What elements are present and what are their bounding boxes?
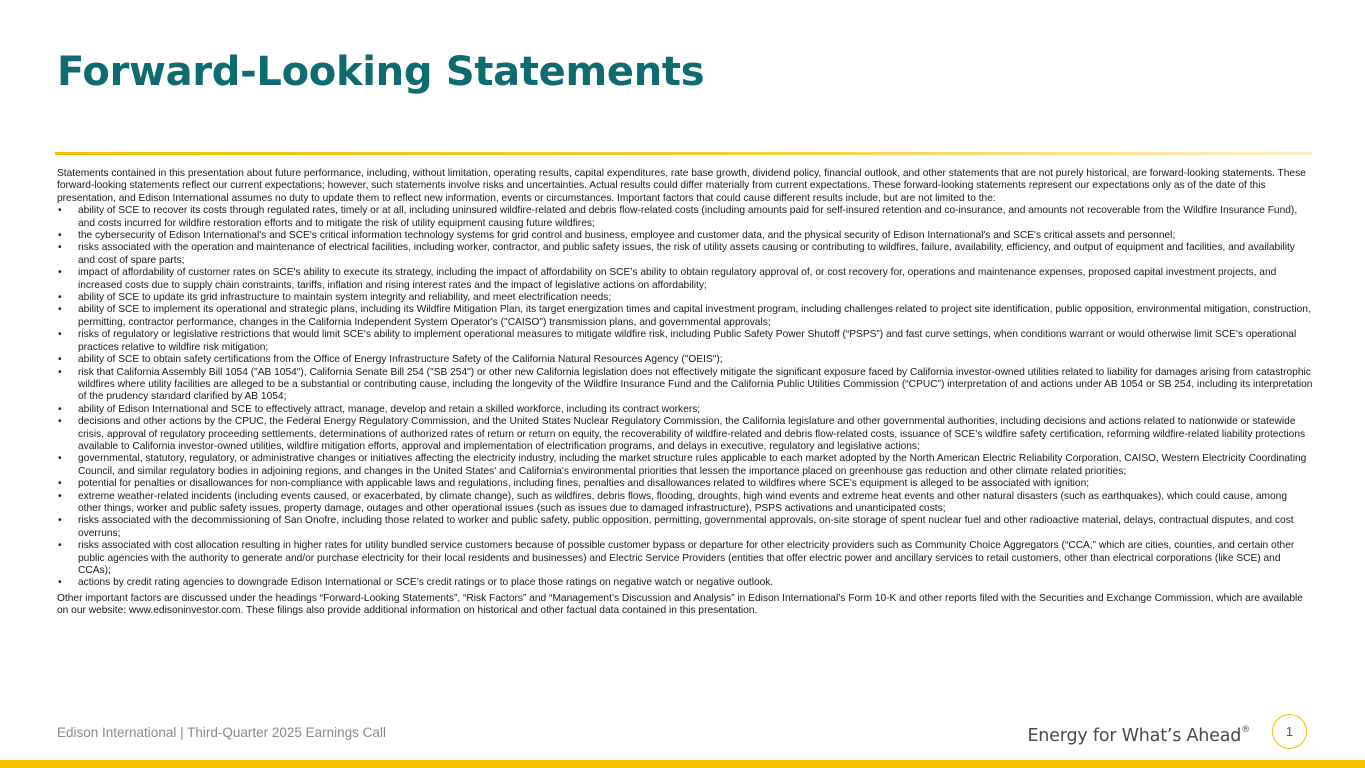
list-item-text: ability of SCE to implement its operational and strategic plans, including its Wildfire Mitigation Plan, its target energization times and capital investment program, including challenges related to project site identification, public opposition, environmental mitigation, construction, permitting, contractor performance, changes in the California Independent System Operator's ("CAISO") transmission plans, and governmental approvals;: [78, 304, 1311, 328]
risk-factor-list: [57, 205, 1313, 590]
list-item: [57, 515, 1313, 540]
list-item: [57, 404, 1313, 416]
list-item: [57, 242, 1313, 267]
list-item-text: ability of SCE to update its grid infrastructure to maintain system integrity and reliability, and meet electrification needs;: [78, 292, 612, 304]
list-item-text: the cybersecurity of Edison International's and SCE's critical information technology systems for grid control and business, employee and customer data, and the physical security of Edison International's and SCE's critical assets and personnel;: [78, 230, 1176, 242]
list-item-text: risks associated with the decommissioning of San Onofre, including those related to worker and public safety, public opposition, permitting, governmental approvals, on-site storage of spent nuclear fuel and other radioactive material, delays, contractual disputes, and cost overruns;: [78, 515, 1294, 539]
bullet-icon: •: [58, 354, 62, 366]
list-item-text: decisions and other actions by the CPUC, the Federal Energy Regulatory Commission, and the United States Nuclear Regulatory Commission, the California legislature and other governmental authorities, including decisions and actions related to nationwide or statewide crisis, approval of regulatory proceeding settlements, determinations of authorized rates of return or return on equity, the recoverability of wildfire-related and debris flow-related costs, issuance of SCE's wildfire safety certification, reforming wildfire-related liability protections available to California investor-owned utilities, wildfire mitigation efforts, approval and implementation of electrification programs, and delays in executive, regulatory and legislative actions;: [78, 416, 1306, 452]
list-item: [57, 478, 1313, 490]
list-item: [57, 292, 1313, 304]
bullet-icon: •: [58, 453, 62, 465]
bottom-accent-bar: [0, 760, 1365, 768]
intro-paragraph: Statements contained in this presentation about future performance, including, without limitation, operating results, capital expenditures, rate base growth, dividend policy, financial outlook, and other statements that are not purely historical, are forward-looking statements. These forward-looking statements reflect our current expectations; however, such statements involve risks and uncertainties. Actual results could differ materially from current expectations. These forward-looking statements represent our expectations only as of the date of this presentation, and Edison International assumes no duty to update them to reflect new information, events or circumstances. Important factors that could cause different results include, but are not limited to the:: [57, 168, 1306, 204]
bullet-icon: •: [58, 540, 62, 552]
list-item-text: ability of SCE to recover its costs through regulated rates, timely or at all, including uninsured wildfire-related and debris flow-related costs (including amounts paid for self-insured retention and co-insurance, and amounts not recoverable from the Wildfire Insurance Fund), and costs incurred for wildfire restoration efforts and to mitigate the risk of utility equipment causing future wildfires;: [78, 205, 1298, 229]
list-item: [57, 416, 1313, 453]
list-item: [57, 267, 1313, 292]
list-item-text: actions by credit rating agencies to downgrade Edison International or SCE’s credit ratings or to place those ratings on negative watch or negative outlook.: [78, 577, 774, 589]
list-item: [57, 205, 1313, 230]
bullet-icon: •: [58, 205, 62, 217]
bullet-icon: •: [58, 242, 62, 254]
list-item-text: risks associated with cost allocation resulting in higher rates for utility bundled service customers because of possible customer bypass or departure for other electricity providers such as Community Choice Aggregators (“CCA,” which are cities, counties, and certain other public agencies with the authority to generate and/or purchase electricity for their local residents and businesses) and Electric Service Providers (entities that offer electric power and ancillary services to retail customers, other than electrical corporations (like SCE) and CCAs);: [78, 540, 1295, 576]
bullet-icon: •: [58, 416, 62, 428]
list-item-text: potential for penalties or disallowances for non-compliance with applicable laws and regulations, including fines, penalties and disallowances related to wildfires where SCE's equipment is alleged to be associated with ignition;: [78, 478, 1090, 490]
list-item: [57, 304, 1313, 329]
page-title: Forward-Looking Statements: [57, 49, 705, 95]
list-item-text: extreme weather-related incidents (including events caused, or exacerbated, by climate change), such as wildfires, debris flows, flooding, droughts, high wind events and extreme heat events and other natural disasters (such as earthquakes), which could cause, among other things, worker and public safety issues, property damage, outages and other operational issues (such as issues due to damaged infrastructure), PSPS activations and unanticipated costs;: [78, 490, 1288, 514]
closing-paragraph: Other important factors are discussed under the headings “Forward-Looking Statements”, “Risk Factors” and “Management’s Discussion and Analysis” in Edison International’s Form 10-K and other reports filed with the Securities and Exchange Commission, which are available on our website: www.edisoninvestor.com. These filings also provide additional information on historical and other factual data contained in this presentation.: [57, 592, 1303, 617]
list-item-text: impact of affordability of customer rates on SCE's ability to execute its strategy, including the impact of affordability on SCE’s ability to obtain regulatory approval of, or cost recovery for, operations and maintenance expenses, proposed capital investment projects, and increased costs due to supply chain constraints, tariffs, inflation and rising interest rates and the impact of legislative actions on affordability;: [78, 267, 1277, 291]
page-number-badge: 1: [1272, 714, 1307, 749]
bullet-icon: •: [58, 515, 62, 527]
list-item-text: ability of Edison International and SCE to effectively attract, manage, develop and retain a skilled workforce, including its contract workers;: [78, 403, 701, 415]
list-item: [57, 354, 1313, 366]
list-item-text: risk that California Assembly Bill 1054 ("AB 1054"), California Senate Bill 254 ("SB 254") or other new California legislation does not effectively mitigate the significant exposure faced by California investor-owned utilities related to liability for damages arising from catastrophic wildfires where utility facilities are alleged to be a substantial or contributing cause, including the longevity of the Wildfire Insurance Fund and the California Public Utilities Commission (“CPUC”) interpretation of and actions under AB 1054 or SB 254, including its interpretation of the prudency standard clarified by AB 1054;: [78, 366, 1313, 403]
list-item-text: governmental, statutory, regulatory, or administrative changes or initiatives affecting the electricity industry, including the market structure rules applicable to each market adopted by the North American Electric Reliability Corporation, CAISO, Western Electricity Coordinating Council, and similar regulatory bodies in adjoining regions, and changes in the United States' and California's environmental priorities that lessen the importance placed on greenhouse gas reduction and other climate related priorities;: [78, 453, 1307, 477]
list-item: [57, 367, 1313, 404]
list-item-text: risks of regulatory or legislative restrictions that would limit SCE's ability to implement operational measures to mitigate wildfire risk, including Public Safety Power Shutoff (“PSPS”) and fast curve settings, when conditions warrant or would otherwise limit SCE's operational practices relative to wildfire risk mitigation;: [78, 329, 1297, 353]
brand-tagline: [1027, 717, 1250, 749]
bullet-icon: •: [58, 366, 62, 378]
title-divider: [55, 152, 1312, 155]
bullet-icon: •: [58, 329, 62, 341]
list-item: [57, 329, 1313, 354]
bullet-icon: •: [58, 304, 62, 316]
list-item-text: risks associated with the operation and maintenance of electrical facilities, including worker, contractor, and public safety issues, the risk of utility assets causing or contributing to wildfires, failure, availability, efficiency, and output of equipment and facilities, and availability and cost of spare parts;: [78, 242, 1295, 266]
list-item: [57, 577, 1313, 589]
list-item: [57, 540, 1313, 577]
registered-mark: ®: [1241, 725, 1250, 735]
bullet-icon: •: [58, 292, 62, 304]
list-item: [57, 230, 1313, 242]
list-item-text: ability of SCE to obtain safety certifications from the Office of Energy Infrastructure Safety of the California Natural Resources Agency ("OEIS");: [78, 354, 723, 366]
bullet-icon: •: [58, 403, 62, 415]
list-item: [57, 491, 1313, 516]
bullet-icon: •: [58, 577, 62, 589]
bullet-icon: •: [58, 267, 62, 279]
tagline-text: Energy for What’s Ahead: [1027, 726, 1242, 746]
bullet-icon: •: [58, 490, 62, 502]
bullet-icon: •: [58, 478, 62, 490]
list-item: [57, 453, 1313, 478]
footer-event-label: Edison International | Third-Quarter 2025 Earnings Call: [57, 725, 386, 740]
statement-body: [57, 168, 1313, 618]
bullet-icon: •: [58, 230, 62, 242]
